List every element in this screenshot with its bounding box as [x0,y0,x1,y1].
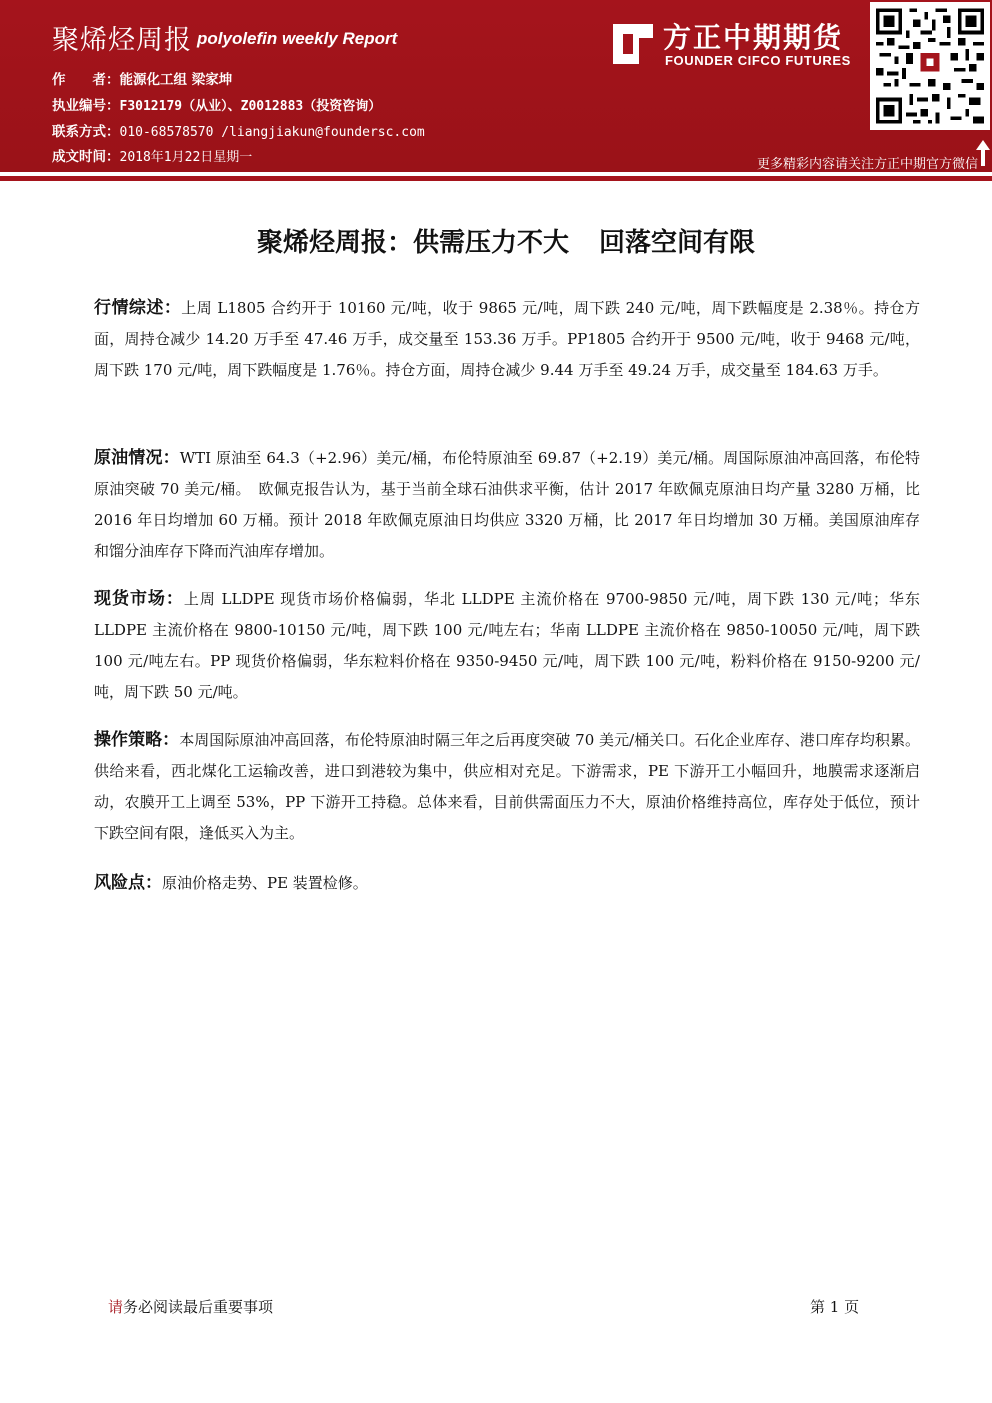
author-value: 能源化工组 梁家坤 [119,72,233,88]
section-risk [94,868,920,899]
section-text: 本周国际原油冲高回落，布伦特原油时隔三年之后再度突破 70 美元/桶关口。石化企业库存、港口库存均积累。供给来看，西北煤化工运输改善，进口到港较为集中，供应相对充足。下游需求，PE 下游开工小幅回升，地膜需求逐渐启动，农膜开工上调至 53%，PP 下游开工持稳。总体来看，目前供需面压力不大，原油价格维持高位，库存处于低位，预计下跌空间有限，逢低买入为主。 [94,731,920,842]
section-crude-oil [94,443,920,567]
report-title-sub: 回落空间有限 [599,228,756,258]
date-value: 2018年1月22日星期一 [119,150,253,165]
date-label: 成文时间： [52,149,120,165]
report-title-main: 聚烯烃周报：供需压力不大 [256,228,569,258]
wechat-qr-code [870,2,990,130]
brand-name-en: FOUNDER CIFCO FUTURES [665,53,851,68]
contact-line [52,120,425,140]
section-text: 上周 LLDPE 现货市场价格偏弱，华北 LLDPE 主流价格在 9700-9850 元/吨，周下跌 130 元/吨；华东 LLDPE 主流价格在 9800-10150 元/吨，周下跌 100 元/吨左右；华南 LLDPE 主流价格在 9850-10050 元/吨，周下跌 100 元/吨左右。PP 现货价格偏弱，华东粒料价格在 9350-9450 元/吨，周下跌 100 元/吨，粉料价格在 9150-9200 元/吨，周下跌 50 元/吨。 [94,590,920,701]
contact-label: 联系方式： [52,124,120,140]
qr-code-icon [876,8,984,124]
follow-wechat-note: 更多精彩内容请关注方正中期官方微信 [756,157,978,172]
contact-value: 010-68578570 /liangjiakun@foundersc.com [119,125,425,140]
license-value: F3012179（从业）、Z0012883（投资咨询） [119,99,382,114]
founder-logo-icon [609,20,657,68]
author-line [52,68,232,88]
license-line [52,94,381,114]
section-text: 上周 L1805 合约开于 10160 元/吨，收于 9865 元/吨，周下跌 240 元/吨，周下跌幅度是 2.38％。持仓方面，周持仓减少 14.20 万手至 47.46 万手，成交量至 153.36 万手。PP1805 合约开于 9500 元/吨，收于 9468 元/吨，周下跌 170 元/吨，周下跌幅度是 1.76％。持仓方面，周持仓减少 9.44 万手至 49.24 万手，成交量至 184.63 万手。 [94,299,920,379]
brand-name-cn: 方正中期期货 [663,21,844,54]
disclaimer-rest: 务必阅读最后重要事项 [123,1298,274,1316]
section-text: 原油价格走势、PE 装置检修。 [162,874,368,892]
header-divider [0,176,992,181]
report-name: 聚烯烃周报 [52,25,192,56]
date-line [52,145,252,165]
section-spot-market [94,584,920,708]
disclaimer-first-char: 请 [108,1298,124,1316]
disclaimer-notice [108,1296,273,1317]
author-label: 作 者： [52,72,120,88]
page-number: 第 1 页 [810,1298,860,1316]
section-heading: 操作策略： [94,730,180,750]
report-header-band [0,0,992,172]
section-text: WTI 原油至 64.3（+2.96）美元/桶，布伦特原油至 69.87（+2.19）美元/桶。周国际原油冲高回落，布伦特原油突破 70 美元/桶。 欧佩克报告认为，基于当前全球石油供求平衡，估计 2017 年欧佩克原油日均产量 3280 万桶，比 2016 年日均增加 60 万桶。预计 2018 年欧佩克原油日均供应 3320 万桶，比 2017 年日均增加 30 万桶。美国原油库存和馏分油库存下降而汽油库存增加。 [94,449,921,560]
report-name-en: polyolefin weekly Report [197,29,398,48]
section-heading: 现货市场： [94,589,184,609]
section-market-review [94,293,920,386]
section-heading: 风险点： [94,873,162,893]
section-heading: 行情综述： [94,298,182,318]
section-strategy [94,725,920,849]
license-label: 执业编号： [52,98,120,114]
section-heading: 原油情况： [94,448,180,468]
report-title [0,222,992,259]
